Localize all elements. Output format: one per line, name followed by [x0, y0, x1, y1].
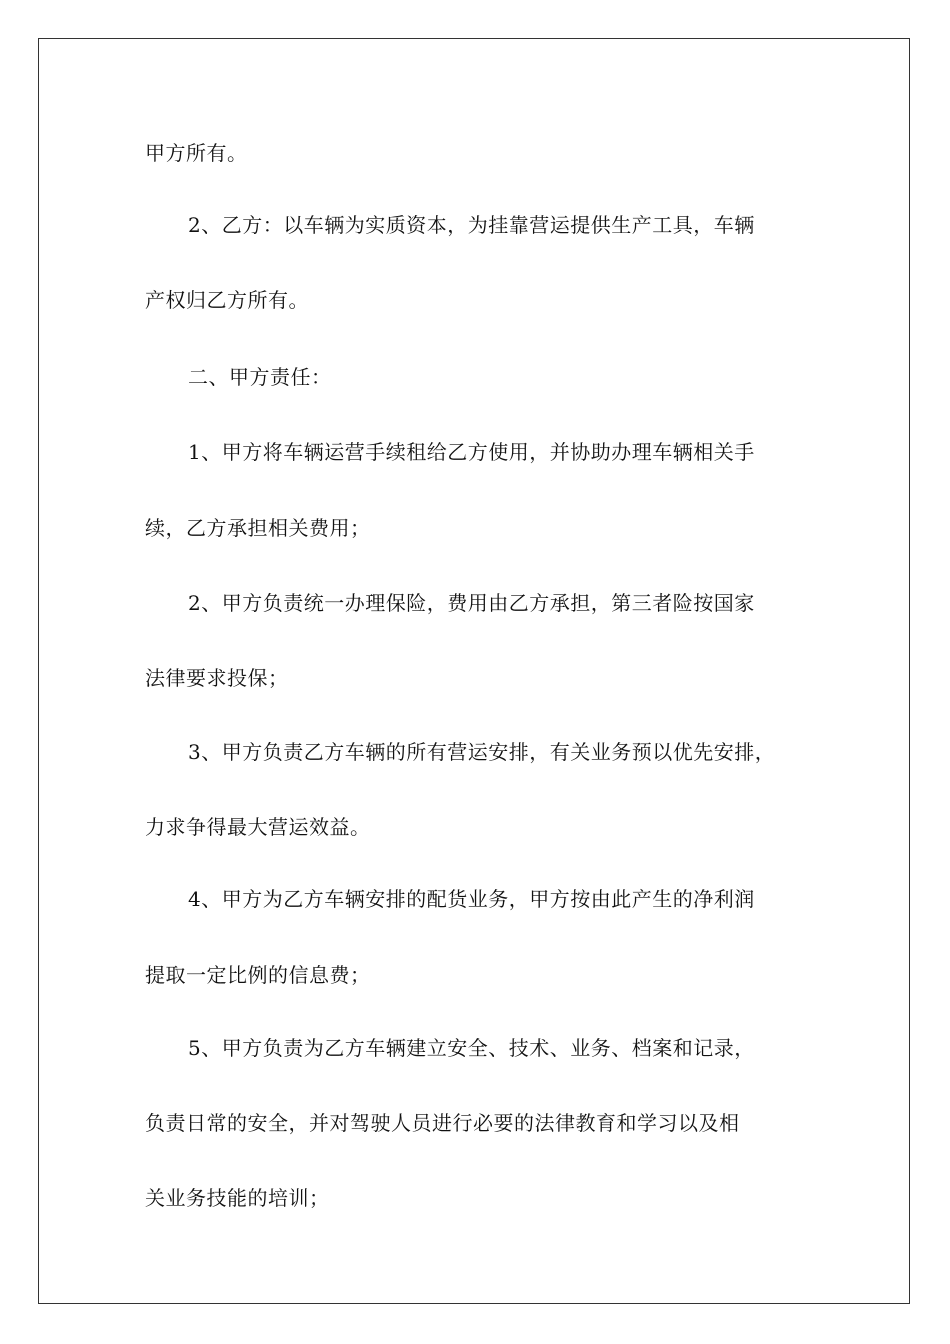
text-line-7: 2、甲方负责统一办理保险，费用由乙方承担，第三者险按国家 [188, 591, 755, 615]
text-line-11: 4、甲方为乙方车辆安排的配货业务，甲方按由此产生的净利润 [188, 887, 755, 911]
text-line-6: 续，乙方承担相关费用； [145, 516, 371, 540]
text-line-3: 产权归乙方所有。 [145, 288, 309, 312]
text-line-5: 1、甲方将车辆运营手续租给乙方使用，并协助办理车辆相关手 [188, 440, 755, 464]
text-line-10: 力求争得最大营运效益。 [145, 815, 371, 839]
text-line-12: 提取一定比例的信息费； [145, 963, 371, 987]
text-line-13: 5、甲方负责为乙方车辆建立安全、技术、业务、档案和记录， [188, 1036, 755, 1060]
text-line-1: 甲方所有。 [145, 141, 248, 165]
text-line-9: 3、甲方负责乙方车辆的所有营运安排，有关业务预以优先安排， [188, 740, 776, 764]
section-heading: 二、甲方责任： [188, 365, 332, 389]
text-line-14: 负责日常的安全，并对驾驶人员进行必要的法律教育和学习以及相 [145, 1111, 740, 1135]
text-line-2: 2、乙方：以车辆为实质资本，为挂靠营运提供生产工具，车辆 [188, 213, 755, 237]
text-line-15: 关业务技能的培训； [145, 1186, 330, 1210]
text-line-8: 法律要求投保； [145, 666, 289, 690]
